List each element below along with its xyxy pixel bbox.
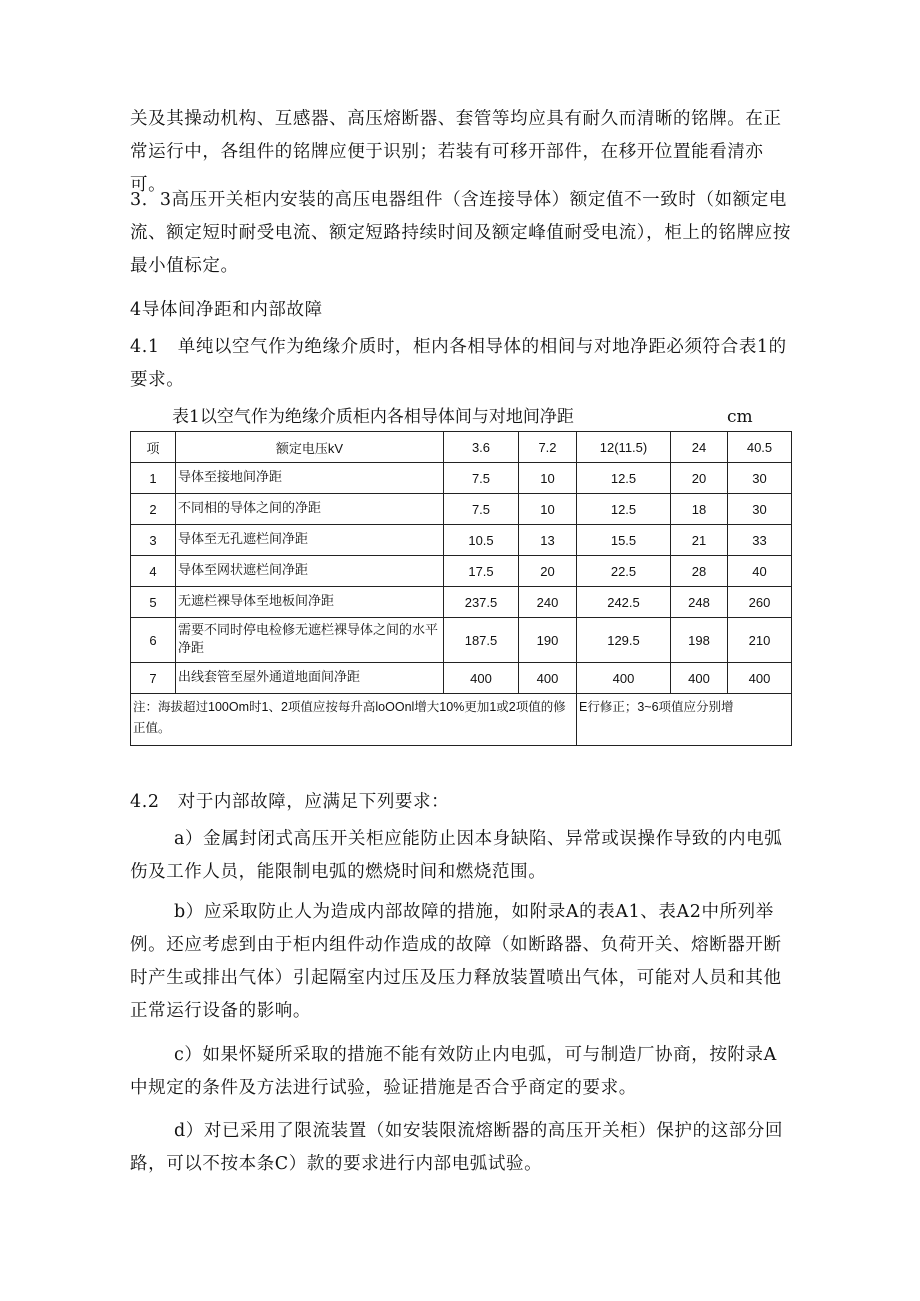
table-cell: 30 bbox=[728, 494, 792, 525]
paragraph-c: c）如果怀疑所采取的措施不能有效防止内电弧，可与制造厂协商，按附录A中规定的条件及方法进行试验，验证措施是否合乎商定的要求。 bbox=[130, 1045, 777, 1098]
table-cell: 240 bbox=[519, 587, 577, 618]
table-cell: 13 bbox=[519, 525, 577, 556]
table-cell: 7.5 bbox=[444, 494, 519, 525]
table-cell: 18 bbox=[671, 494, 728, 525]
header-cell: 40.5 bbox=[728, 432, 792, 463]
paragraph-4-1: 4.1 单纯以空气作为绝缘介质时，柜内各相导体的相间与对地净距必须符合表1的要求。 bbox=[130, 337, 787, 390]
table-row bbox=[131, 618, 792, 663]
table-cell: 237.5 bbox=[444, 587, 519, 618]
table-header-row bbox=[131, 432, 792, 463]
table-cell: 210 bbox=[728, 618, 792, 663]
table-cell: 10 bbox=[519, 463, 577, 494]
table-cell: 260 bbox=[728, 587, 792, 618]
header-cell: 24 bbox=[671, 432, 728, 463]
header-cell: 12(11.5) bbox=[577, 432, 671, 463]
table-cell: 无遮栏裸导体至地板间净距 bbox=[176, 587, 444, 618]
table-cell: 导体至接地间净距 bbox=[176, 463, 444, 494]
table-cell: 30 bbox=[728, 463, 792, 494]
table-cell: 5 bbox=[131, 587, 176, 618]
table-cell: 导体至网状遮栏间净距 bbox=[176, 556, 444, 587]
table-cell: 6 bbox=[131, 618, 176, 663]
header-cell: 额定电压kV bbox=[176, 432, 444, 463]
table-row bbox=[131, 494, 792, 525]
table-cell: 21 bbox=[671, 525, 728, 556]
paragraph-3-3: 3．3高压开关柜内安装的高压电器组件（含连接导体）额定值不一致时（如额定电流、额定短时耐受电流、额定短路持续时间及额定峰值耐受电流），柜上的铭牌应按最小值标定。 bbox=[130, 190, 791, 276]
table-cell: 20 bbox=[671, 463, 728, 494]
clearance-table bbox=[130, 431, 792, 746]
header-cell: 3.6 bbox=[444, 432, 519, 463]
table-cell: 2 bbox=[131, 494, 176, 525]
table-cell: 20 bbox=[519, 556, 577, 587]
table-cell: 1 bbox=[131, 463, 176, 494]
paragraph-nameplate: 关及其操动机构、互感器、高压熔断器、套管等均应具有耐久而清晰的铭牌。在正常运行中，各组件的铭牌应便于识别；若装有可移开部件，在移开位置能看清亦可。 bbox=[130, 109, 782, 195]
table-cell: 导体至无孔遮栏间净距 bbox=[176, 525, 444, 556]
table-unit: cm bbox=[727, 407, 753, 427]
table-row bbox=[131, 663, 792, 694]
section-heading-4: 4导体间净距和内部故障 bbox=[130, 300, 323, 320]
table-cell: 198 bbox=[671, 618, 728, 663]
table-cell: 400 bbox=[671, 663, 728, 694]
table-cell: 12.5 bbox=[577, 494, 671, 525]
paragraph-a: a）金属封闭式高压开关柜应能防止因本身缺陷、异常或误操作导致的内电弧伤及工作人员，能限制电弧的燃烧时间和燃烧范围。 bbox=[130, 829, 783, 882]
paragraph-b: b）应采取防止人为造成内部故障的措施，如附录A的表A1、表A2中所列举例。还应考虑到由于柜内组件动作造成的故障（如断路器、负荷开关、熔断器开断时产生或排出气体）引起隔室内过压及压力释放装置喷出气体，可能对人员和其他正常运行设备的影响。 bbox=[130, 902, 782, 1021]
paragraph-4-2: 4.2 对于内部故障，应满足下列要求： bbox=[130, 792, 450, 812]
table-row bbox=[131, 525, 792, 556]
table-cell: 17.5 bbox=[444, 556, 519, 587]
table-title: 表1以空气作为绝缘介质柜内各相导体间与对地间净距 bbox=[172, 407, 574, 427]
table-cell: 出线套管至屋外通道地面间净距 bbox=[176, 663, 444, 694]
table-cell: 129.5 bbox=[577, 618, 671, 663]
table-cell: 7.5 bbox=[444, 463, 519, 494]
table-caption bbox=[172, 406, 792, 428]
table-note-right: E行修正；3~6项值应分别增 bbox=[577, 694, 792, 746]
table-cell: 242.5 bbox=[577, 587, 671, 618]
table-note-row bbox=[131, 694, 792, 746]
table-cell: 不同相的导体之间的净距 bbox=[176, 494, 444, 525]
table-cell: 需要不同时停电检修无遮栏裸导体之间的水平净距 bbox=[176, 618, 444, 663]
table-cell: 187.5 bbox=[444, 618, 519, 663]
table-cell: 40 bbox=[728, 556, 792, 587]
table-cell: 33 bbox=[728, 525, 792, 556]
table-cell: 190 bbox=[519, 618, 577, 663]
table-cell: 10.5 bbox=[444, 525, 519, 556]
table-row bbox=[131, 463, 792, 494]
table-cell: 10 bbox=[519, 494, 577, 525]
table-cell: 4 bbox=[131, 556, 176, 587]
paragraph-d: d）对已采用了限流装置（如安装限流熔断器的高压开关柜）保护的这部分回路，可以不按本条C）款的要求进行内部电弧试验。 bbox=[130, 1121, 784, 1174]
table-cell: 400 bbox=[444, 663, 519, 694]
table-note-left: 注：海拔超过100Om时1、2项值应按每升高loOOnl增大10%更加1或2项值的修正值。 bbox=[131, 694, 577, 746]
table-cell: 400 bbox=[577, 663, 671, 694]
header-cell: 项 bbox=[131, 432, 176, 463]
table-cell: 3 bbox=[131, 525, 176, 556]
table-cell: 400 bbox=[728, 663, 792, 694]
table-cell: 22.5 bbox=[577, 556, 671, 587]
table-row bbox=[131, 556, 792, 587]
table-row bbox=[131, 587, 792, 618]
table-cell: 15.5 bbox=[577, 525, 671, 556]
header-cell: 7.2 bbox=[519, 432, 577, 463]
table-cell: 400 bbox=[519, 663, 577, 694]
table-cell: 12.5 bbox=[577, 463, 671, 494]
table-cell: 7 bbox=[131, 663, 176, 694]
table-cell: 28 bbox=[671, 556, 728, 587]
table-cell: 248 bbox=[671, 587, 728, 618]
